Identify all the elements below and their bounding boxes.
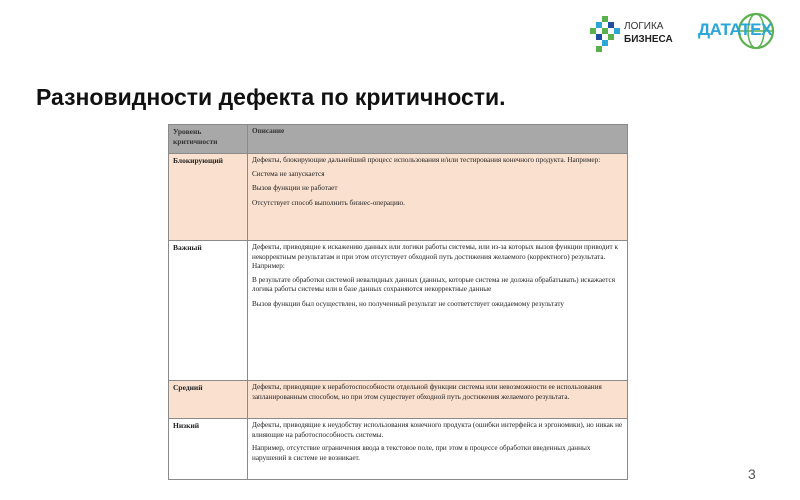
datatex-text: ДАТАТЕХ: [698, 20, 772, 39]
example-item: Вызов функции был осуществлен, но полученный результат не соответствует ожидаемому результату: [252, 299, 565, 308]
description-text: Дефекты, приводящие к неработоспособности отдельной функции системы или невозможности ее использования запланированным способом, но при этом существует обходной путь достижения желаемого результата.: [252, 383, 602, 401]
table-header-row: [169, 125, 628, 154]
example-item: Вызов функции не работает: [252, 184, 338, 193]
header-description: Описание: [248, 125, 628, 154]
level-cell: Низкий: [169, 419, 248, 480]
table-row: [169, 154, 628, 241]
table-row: [169, 381, 628, 419]
description-cell: [248, 381, 628, 419]
page-number: 3: [748, 466, 756, 482]
example-item: Система не запускается: [252, 169, 325, 178]
table-row: [169, 419, 628, 480]
logo-line-2: БИЗНЕСА: [624, 34, 673, 45]
datatex-logo: [696, 10, 778, 52]
pixel-mosaic-icon: [588, 14, 622, 54]
header-level: Уровень критичности: [169, 125, 248, 154]
description-text: Дефекты, приводящие к искажению данных или логики работы системы, или из-за которых вызов функции приводит к некорректным результатам и при этом отсутствует обходной путь достижения желаемого (корректного) результата. Например:: [252, 243, 618, 271]
level-cell: Средний: [169, 381, 248, 419]
example-item: Отсутствует способ выполнить бизнес-операцию.: [252, 198, 405, 207]
logika-biznesa-text: [624, 20, 673, 46]
example-item: Например, отсутствие ограничения ввода в текстовое поле, при этом в процессе обработки введенных данных нарушений в системе не возникает.: [252, 444, 591, 462]
logika-biznesa-logo: [588, 14, 680, 54]
table-row: [169, 241, 628, 381]
severity-table: [168, 124, 628, 480]
level-cell: Блокирующий: [169, 154, 248, 241]
logo-line-1: ЛОГИКА: [624, 21, 664, 32]
level-cell: Важный: [169, 241, 248, 381]
description-text: Дефекты, блокирующие дальнейший процесс использования и/или тестирования конечного продукта. Например:: [252, 156, 601, 164]
description-cell: [248, 419, 628, 480]
slide-title: Разновидности дефекта по критичности.: [36, 84, 506, 110]
description-text: Дефекты, приводящие к неудобству использования конечного продукта (ошибки интерфейса и эргономики), но никак не влияющие на работоспособность системы.: [252, 421, 623, 439]
example-item: В результате обработки системой невалидных данных (данных, которые система не должна обрабатывать) искажается логика работы системы или в базе данных сохраняются некорректные данные: [252, 275, 615, 294]
description-cell: [248, 154, 628, 241]
description-cell: [248, 241, 628, 381]
